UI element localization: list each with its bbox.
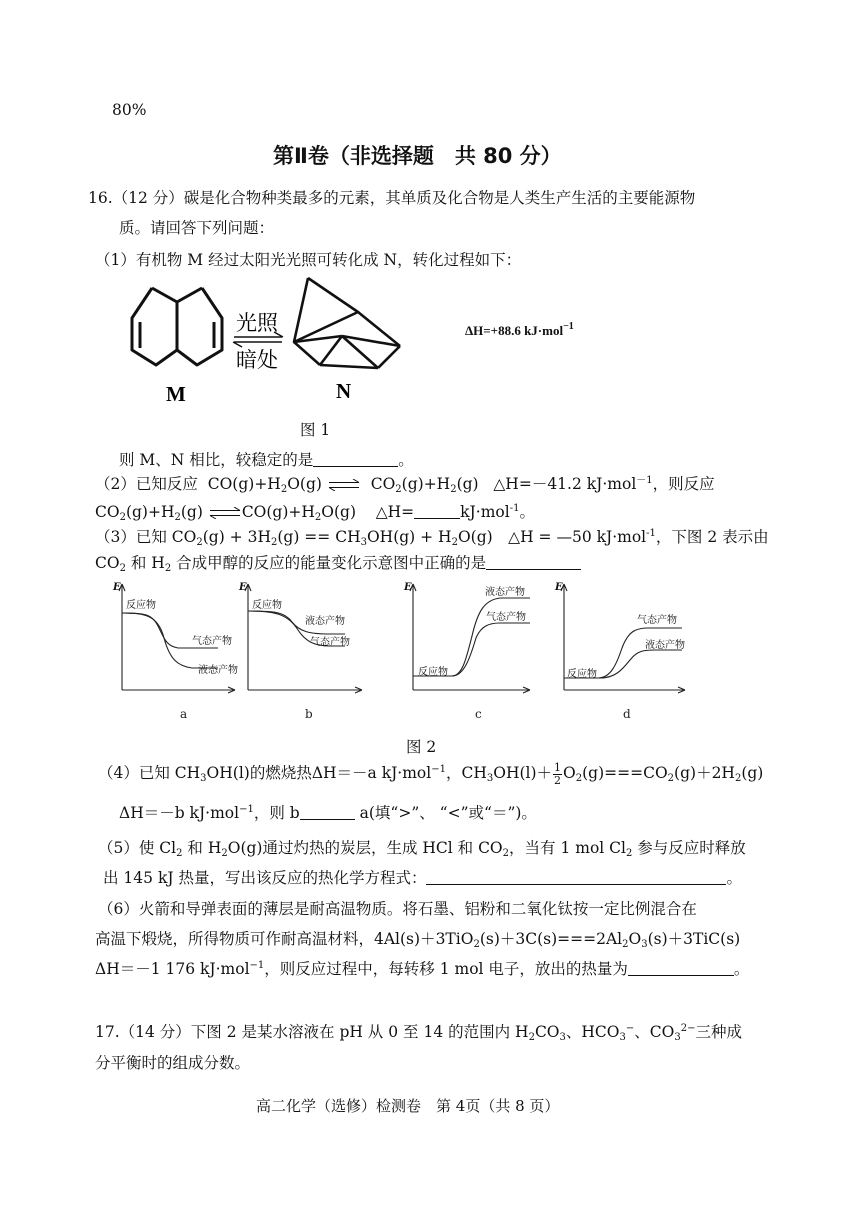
- figure-2: [100, 578, 700, 728]
- figure-1: [110, 270, 410, 410]
- q16-part3-line2: $CO_2$ 和 $H_2$ 合成甲醇的反应的能量变化示意图中正确的是: [95, 551, 581, 573]
- panel-d-e-label: E: [555, 582, 563, 593]
- panel-b-liquid: 液态产物: [305, 616, 345, 627]
- fraction-one-half: $\frac{1}{2}$: [554, 760, 562, 787]
- q16-part4-line2: ΔH＝－b kJ·mol$^{-1}$，则 b a(填“>”、 “<”或“＝”)。: [119, 804, 537, 822]
- figure-2-caption: 图 2: [406, 738, 437, 756]
- page-footer: 高二化学（选修）检测卷 第 4页（共 8 页）: [256, 1097, 560, 1115]
- answer-blank-6[interactable]: [628, 961, 734, 976]
- q16-part6-line1: （6）火箭和导弹表面的薄层是耐高温物质。将石墨、铝粉和二氧化钛按一定比例混合在: [98, 900, 697, 918]
- q16-part3-line1: （3）已知 $CO_2(g) + 3H_2(g) == CH_3OH(g) + H_2O(g)$ △H = —50 kJ·mol$^{-1}$，下图 2 表示由: [95, 528, 769, 548]
- figure-1-caption: 图 1: [300, 421, 331, 439]
- answer-blank-1[interactable]: [313, 452, 398, 467]
- q16-part6-line2: 高温下煅烧，所得物质可作耐高温材料，$4Al(s)+3TiO_2(s)+3C(s)===2Al_2O_3(s)+3TiC(s)$: [95, 930, 741, 950]
- panel-d-gas: 气态产物: [637, 615, 677, 626]
- panel-a-gas: 气态产物: [192, 636, 232, 647]
- label-n: N: [336, 379, 352, 403]
- panel-b-reactant: 反应物: [252, 600, 282, 611]
- answer-blank-5[interactable]: [426, 870, 726, 885]
- panel-b-gas: 气态产物: [310, 637, 350, 648]
- q16-part2-line2: $CO_2(g)+H_2(g)$ $CO(g)+H_2O(g)$ △H= kJ·mol$^{-1}$。: [95, 503, 535, 523]
- label-m: M: [166, 382, 186, 406]
- arrow-label-light: 光照: [236, 311, 278, 335]
- q16-part1-text: （1）有机物 M 经过太阳光光照可转化成 N，转化过程如下：: [95, 251, 522, 269]
- panel-c-e-label: E: [404, 582, 412, 593]
- q16-part4-line1: （4）已知 $CH_3OH(l)$的燃烧热ΔH＝－a kJ·mol$^{-1}$，$CH_3OH(l)+$ $\frac{1}{2}$ $O_2(g)===CO_2(g)+2H_2(g)$: [98, 760, 764, 787]
- panel-d-reactant: 反应物: [567, 669, 597, 680]
- panel-c-liquid: 液态产物: [485, 587, 525, 598]
- equilibrium-arrow: [327, 479, 361, 491]
- answer-blank-4[interactable]: [300, 805, 355, 820]
- previous-answer: 80%: [112, 101, 147, 119]
- figure-1-delta-h: ΔH=+88.6 kJ·mol$^{-1}$: [465, 321, 574, 338]
- q16-part5-line1: （5）使 $Cl_2$ 和 $H_2O(g)$通过灼热的炭层，生成 HCl 和 $CO_2$，当有 1 mol $Cl_2$ 参与反应时释放: [98, 839, 746, 859]
- panel-label-c: c: [475, 707, 482, 721]
- arrow-label-dark: 暗处: [236, 348, 278, 372]
- panel-label-d: d: [623, 707, 631, 721]
- answer-blank-2[interactable]: [414, 504, 460, 519]
- q16-part2-line1: （2）已知反应 $CO(g)+H_2O(g)$ $CO_2(g)+H_2(g)$ △H=－41.2 kJ·mol$^{-1}$，则反应: [95, 475, 715, 495]
- panel-label-a: a: [180, 707, 188, 721]
- panel-a-liquid: 液态产物: [198, 665, 238, 676]
- q16-intro-line1: 16.（12 分）碳是化合物种类最多的元素，其单质及化合物是人类生产生活的主要能源物: [88, 189, 696, 207]
- panel-c-reactant: 反应物: [418, 667, 448, 678]
- panel-a-e-label: E: [113, 582, 121, 593]
- q16-part5-line2: 出 145 kJ 热量，写出该反应的热化学方程式： 。: [103, 869, 742, 887]
- molecule-n-structure: [294, 278, 400, 368]
- panel-b-e-label: E: [239, 582, 247, 593]
- q16-part6-line3: ΔH＝－1 176 kJ·mol$^{-1}$，则反应过程中，每转移 1 mol 电子，放出的热量为 。: [95, 960, 750, 978]
- q17-line2: 分平衡时的组成分数。: [95, 1054, 251, 1072]
- q17-line1: 17.（14 分）下图 2 是某水溶液在 pH 从 0 至 14 的范围内 $H_2CO_3$、$HCO_3^-$、$CO_3^{2-}$三种成: [95, 1023, 742, 1043]
- panel-c-gas: 气态产物: [486, 612, 526, 623]
- equilibrium-arrow-2: [208, 507, 242, 519]
- panel-d-liquid: 液态产物: [645, 640, 685, 651]
- panel-a-reactant: 反应物: [126, 600, 156, 611]
- panel-label-b: b: [305, 707, 313, 721]
- q16-intro-line2: 质。请回答下列问题：: [119, 219, 275, 237]
- answer-blank-3[interactable]: [486, 555, 581, 570]
- molecule-m-structure: [132, 288, 222, 365]
- q16-part1-question: 则 M、N 相比，较稳定的是 。: [119, 451, 414, 469]
- section-title: 第Ⅱ卷（非选择题 共 80 分）: [273, 144, 562, 168]
